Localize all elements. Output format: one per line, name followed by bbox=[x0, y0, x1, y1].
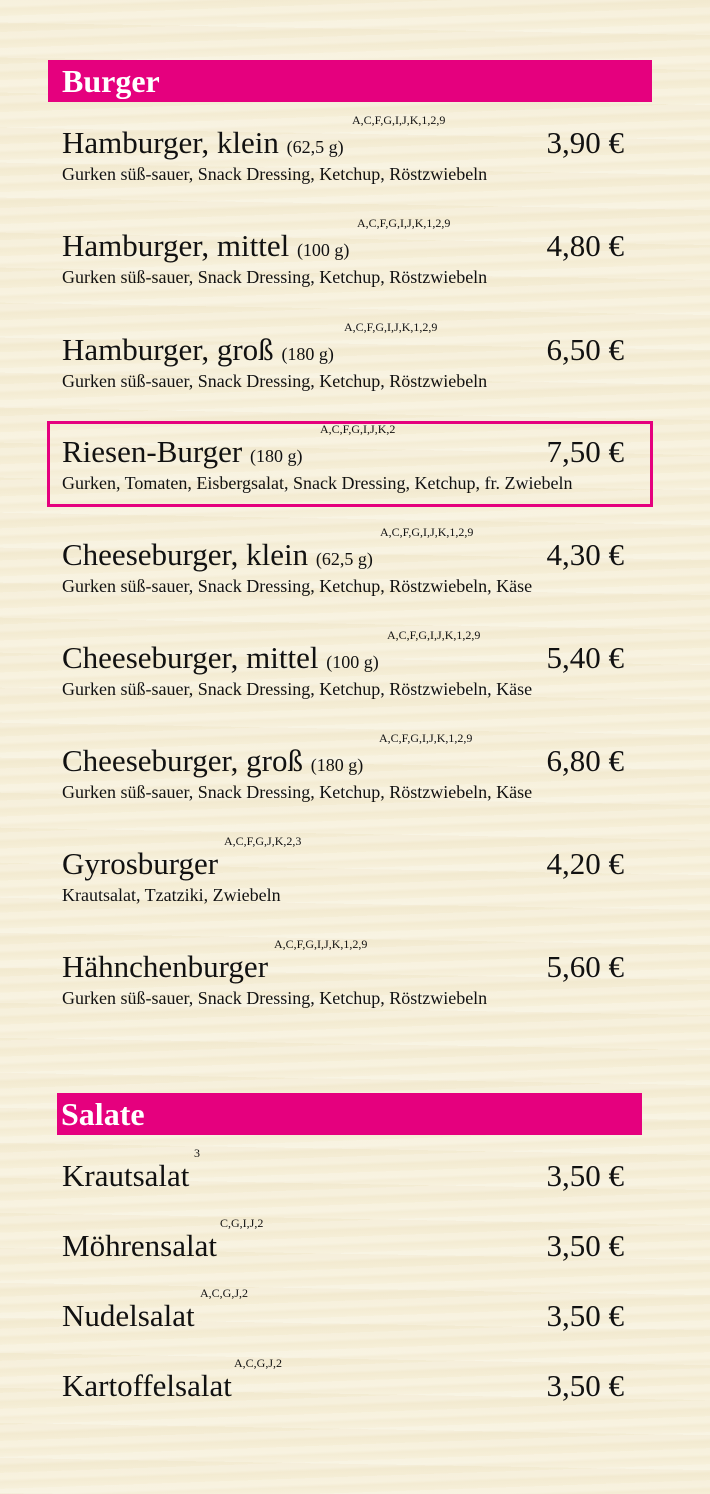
item-name bbox=[62, 332, 334, 372]
item-name-text: Hähnchenburger bbox=[62, 949, 269, 984]
item-name bbox=[62, 125, 344, 165]
item-allergens: A,C,F,G,I,J,K,2 bbox=[320, 422, 396, 436]
section-header-burger: Burger bbox=[48, 60, 652, 102]
item-name bbox=[62, 1228, 217, 1264]
item-allergens: A,C,F,G,I,J,K,1,2,9 bbox=[274, 937, 368, 951]
item-allergens: A,C,F,G,I,J,K,1,2,9 bbox=[357, 216, 451, 230]
item-allergens: A,C,F,G,I,J,K,1,2,9 bbox=[344, 320, 438, 334]
item-size: (180 g) bbox=[249, 446, 303, 466]
item-size: (180 g) bbox=[310, 755, 364, 775]
item-size: (62,5 g) bbox=[315, 549, 373, 569]
item-allergens: A,C,F,G,I,J,K,1,2,9 bbox=[352, 113, 446, 127]
menu-item bbox=[62, 1146, 624, 1194]
item-description: Gurken, Tomaten, Eisbergsalat, Snack Dressing, Ketchup, fr. Zwiebeln bbox=[62, 473, 573, 493]
item-name-text: Krautsalat bbox=[62, 1158, 190, 1193]
item-name bbox=[62, 949, 268, 985]
item-name bbox=[62, 537, 373, 577]
item-name-text: Hamburger, groß bbox=[62, 332, 274, 367]
item-price: 3,50 € bbox=[546, 1298, 624, 1333]
item-price: 5,40 € bbox=[546, 640, 624, 675]
item-name-text: Hamburger, mittel bbox=[62, 228, 290, 263]
item-name-text: Kartoffelsalat bbox=[62, 1368, 232, 1403]
menu-item bbox=[62, 1286, 624, 1334]
menu-item bbox=[62, 216, 624, 288]
menu-item bbox=[62, 1356, 624, 1404]
item-allergens: A,C,F,G,I,J,K,1,2,9 bbox=[379, 731, 473, 745]
item-name-text: Gyrosburger bbox=[62, 846, 219, 881]
item-name-text: Cheeseburger, klein bbox=[62, 537, 309, 572]
item-price: 7,50 € bbox=[546, 434, 624, 469]
item-name bbox=[62, 228, 349, 268]
item-allergens: A,C,G,J,2 bbox=[234, 1356, 283, 1370]
item-name bbox=[62, 434, 302, 474]
item-allergens: A,C,F,G,J,K,2,3 bbox=[224, 834, 302, 848]
item-size: (100 g) bbox=[326, 652, 379, 672]
item-name bbox=[62, 1368, 232, 1404]
item-description: Krautsalat, Tzatziki, Zwiebeln bbox=[62, 885, 281, 905]
item-allergens: C,G,I,J,2 bbox=[220, 1216, 264, 1230]
menu-item bbox=[62, 937, 624, 1009]
item-price: 3,90 € bbox=[546, 125, 624, 160]
item-price: 4,80 € bbox=[546, 228, 624, 263]
item-name bbox=[62, 1158, 189, 1194]
item-price: 3,50 € bbox=[546, 1158, 624, 1193]
item-name-text: Hamburger, klein bbox=[62, 125, 279, 160]
item-size: (62,5 g) bbox=[286, 137, 344, 157]
item-description: Gurken süß-sauer, Snack Dressing, Ketchup, Röstzwiebeln bbox=[62, 267, 488, 287]
item-price: 6,80 € bbox=[546, 743, 624, 778]
item-price: 4,30 € bbox=[546, 537, 624, 572]
item-name bbox=[62, 640, 379, 680]
item-description: Gurken süß-sauer, Snack Dressing, Ketchup, Röstzwiebeln bbox=[62, 988, 488, 1008]
menu-item bbox=[62, 834, 624, 906]
menu-item bbox=[62, 1216, 624, 1264]
item-allergens: A,C,F,G,I,J,K,1,2,9 bbox=[380, 525, 474, 539]
item-price: 5,60 € bbox=[546, 949, 624, 984]
item-name bbox=[62, 846, 218, 882]
item-name-text: Cheeseburger, groß bbox=[62, 743, 303, 778]
menu-item bbox=[62, 628, 624, 700]
menu-item bbox=[62, 731, 624, 803]
item-name-text: Nudelsalat bbox=[62, 1298, 195, 1333]
menu-item bbox=[62, 320, 624, 392]
item-allergens: A,C,F,G,I,J,K,1,2,9 bbox=[387, 628, 481, 642]
item-size: (180 g) bbox=[281, 344, 334, 364]
item-description: Gurken süß-sauer, Snack Dressing, Ketchup, Röstzwiebeln, Käse bbox=[62, 679, 533, 699]
item-allergens: 3 bbox=[194, 1146, 200, 1160]
item-price: 4,20 € bbox=[546, 846, 624, 881]
item-name bbox=[62, 1298, 195, 1334]
menu-item bbox=[62, 422, 624, 494]
item-description: Gurken süß-sauer, Snack Dressing, Ketchup, Röstzwiebeln bbox=[62, 371, 488, 391]
item-price: 6,50 € bbox=[546, 332, 624, 367]
item-price: 3,50 € bbox=[546, 1228, 624, 1263]
menu-item bbox=[62, 113, 624, 185]
item-size: (100 g) bbox=[296, 240, 350, 260]
item-description: Gurken süß-sauer, Snack Dressing, Ketchup, Röstzwiebeln, Käse bbox=[62, 576, 533, 596]
item-allergens: A,C,G,J,2 bbox=[200, 1286, 249, 1300]
menu-item bbox=[62, 525, 624, 597]
item-name-text: Möhrensalat bbox=[62, 1228, 217, 1263]
item-description: Gurken süß-sauer, Snack Dressing, Ketchup, Röstzwiebeln, Käse bbox=[62, 782, 533, 802]
item-name-text: Cheeseburger, mittel bbox=[62, 640, 319, 675]
section-header-salate: Salate bbox=[57, 1093, 642, 1135]
item-description: Gurken süß-sauer, Snack Dressing, Ketchup, Röstzwiebeln bbox=[62, 164, 488, 184]
item-name-text: Riesen-Burger bbox=[62, 434, 243, 469]
item-price: 3,50 € bbox=[546, 1368, 624, 1403]
item-name bbox=[62, 743, 363, 783]
